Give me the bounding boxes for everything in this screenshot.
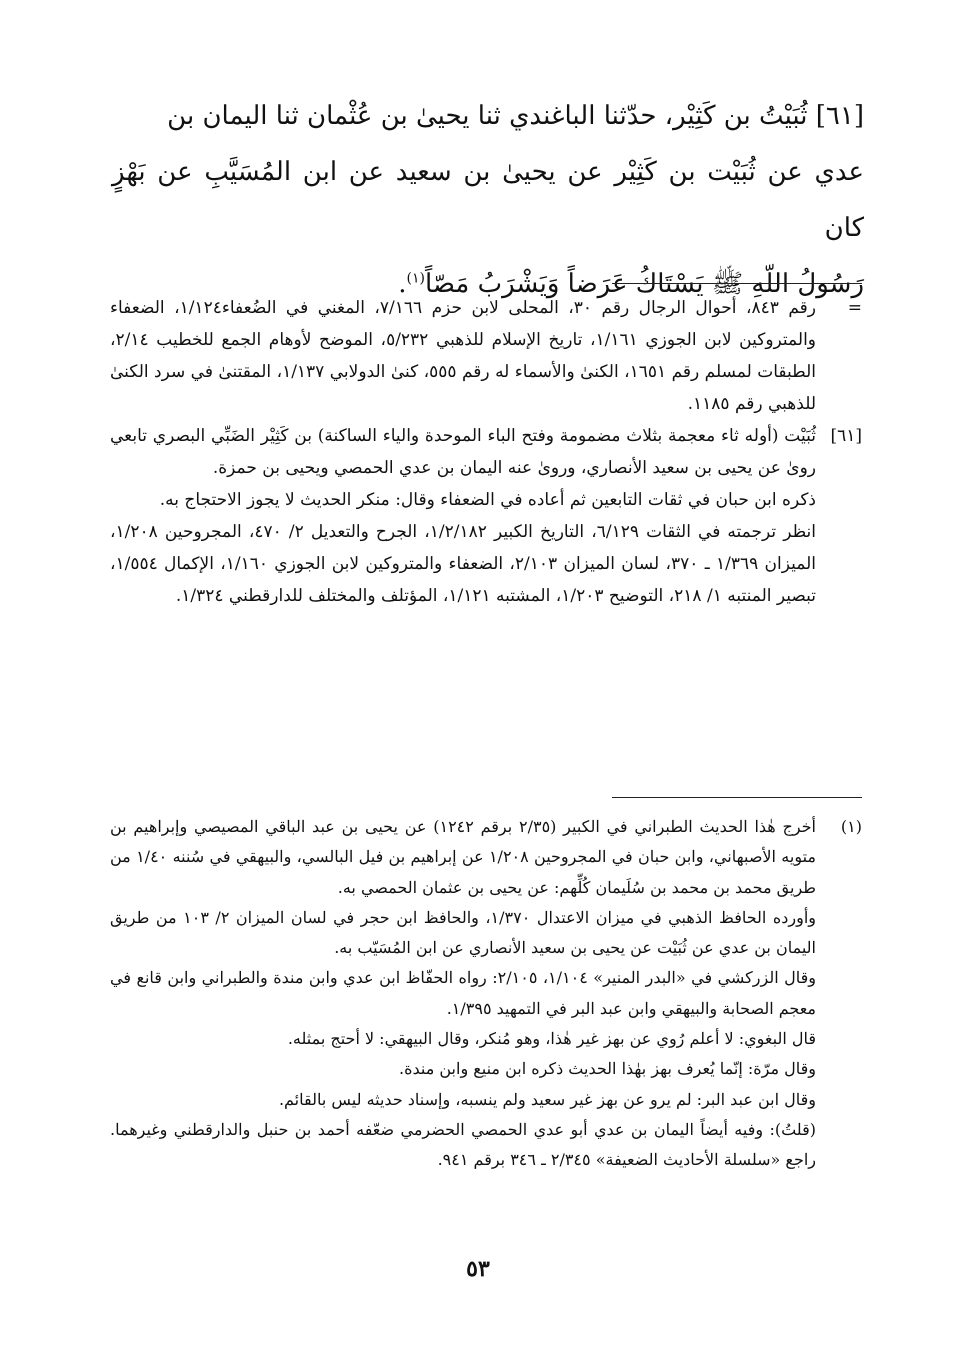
entry-paragraph-2: ذكره ابن حبان في ثقات التابعين ثم أعاده في الضعفاء وقال: منكر الحديث لا يجوز الاحتجاج به. [159, 490, 816, 510]
hadith-line-1: [٦١] ثُبَيْتُ بن كَثِيْر، حدّثنا الباغندي ثنا يحيىٰ بن عُثْمان ثنا اليمان بن [167, 101, 864, 131]
footnote-separator-rule [612, 797, 862, 798]
footnote-paragraph-4: قال البغوي: لا أعلم رُوي عن بهز غير هٰذا، وهو مُنكر، وقال البيهقي: لا أحتج بمثله. [287, 1029, 816, 1049]
page-number: ٥٣ [466, 1256, 490, 1282]
footnotes [110, 812, 862, 1176]
biography-continuation [110, 292, 862, 420]
entry-paragraph-1: ثُبَيْت (أوله ثاء معجمة بثلاث مضمومة وفتح الباء الموحدة والياء الساكنة) بن كَثِيْر الضَبِّي البصري تابعي روىٰ عن يحيى بن سعيد الأنصاري، وروىٰ عنه اليمان بن عدي الحمصي ويحيى بن حمزة. [110, 426, 816, 478]
entry-paragraph-3: انظر ترجمته في الثقات ٦/١٢٩، التاريخ الكبير ١/٢/١٨٢، الجرح والتعديل ٢/ ٤٧٠، المجروحين ١/٢٠٨، الميزان ١/٣٦٩ ـ ٣٧٠، لسان الميزان ٢/١٠٣، الضعفاء والمتروكين لابن الجوزي ١/١٦٠، الإكمال ١/٥٥٤، تبصير المنتبه ١/ ٢١٨، التوضيح ١/٢٠٣، المشتبه ١/١٢١، المؤتلف والمختلف للدارقطني ١/٣٢٤. [110, 522, 817, 606]
footnote-paragraph-2: وأورده الحافظ الذهبي في ميزان الاعتدال ١/٣٧٠، والحافظ ابن حجر في لسان الميزان ٢/ ١٠٣ من طريق اليمان بن عدي عن ثُبَيْت عن يحيى بن سعيد الأنصاري عن ابن المُسَيّب به. [110, 907, 817, 958]
footnote-paragraph-6: وقال ابن عبد البر: لم يرو عن بهز غير سعيد ولم ينسبه، وإسناد حديثه ليس بالقائم. [278, 1089, 816, 1109]
hadith-text [112, 88, 864, 312]
hadith-line-3-text: رَسُولُ اللّهِ ﷺ يَسْتَاكُ عَرَضاً وَيَشْرَبُ مَصّاً [424, 269, 864, 299]
continuation-marker: = [847, 298, 862, 318]
footnote-1 [110, 812, 862, 1176]
footnote-reference[interactable]: (١) [406, 270, 425, 287]
footnote-paragraph-3: وقال الزركشي في «البدر المنير» ١/١٠٤، ٢/١٠٥: رواه الحفّاظ ابن عدي وابن مندة والطبراني وابن قانع في معجم الصحابة والبيهقي وابن عبد البر في التمهيد ١/٣٩٥. [110, 968, 817, 1018]
biography-entry [110, 420, 862, 612]
hadith-line-2: عدي عن ثُبَيْت بن كَثِيْر عن يحيىٰ بن سعيد عن ابن المُسَيَّبِ عن بَهْزٍ كان [112, 157, 864, 243]
biography-notes [110, 292, 862, 612]
footnote-paragraph-7: (قلتُ): وفيه أيضاً اليمان بن عدي أبو عدي الحمصي الحضرمي ضعّفه أحمد بن حنبل والدارقطني وغيرهما. راجع «سلسلة الأحاديث الضعيفة» ٢/٣٤٥ ـ ٣٤٦ برقم ٩٤١. [110, 1119, 816, 1170]
separator-rule [612, 283, 862, 284]
footnote-marker: (١) [840, 817, 862, 836]
hadith-end-punct: . [398, 269, 407, 299]
continuation-text: رقم ٨٤٣، أحوال الرجال رقم ٣٠، المحلى لابن حزم ٧/١٦٦، المغني في الضُعفاء١/١٢٤، الضعفاء والمتروكين لابن الجوزي ١/١٦١، تاريخ الإسلام للذهبي ٥/٢٣٢، الموضح لأوهام الجمع للخطيب ٢/١٤، الطبقات لمسلم رقم ١٦٥١، الكنىٰ والأسماء له رقم ٥٥٥، كنىٰ الدولابي ١/١٣٧، المقتنىٰ في سرد الكنىٰ للذهبي رقم ١١٨٥. [110, 298, 816, 414]
entry-marker: [٦١] [830, 426, 862, 446]
footnote-paragraph-1: أخرج هٰذا الحديث الطبراني في الكبير (٢/٣٥ برقم ١٢٤٢) عن يحيى بن عبد الباقي المصيصي وإبراهيم بن متويه الأصبهاني، وابن حبان في المجروحين ١/٢٠٨ عن إبراهيم بن فيل البالسي، والبيهقي في سُننه ١/٤٠ من طريق محمد بن محمد بن سُلَيمان كُلِّهم: عن يحيى بن عثمان الحمصي به. [110, 817, 817, 897]
footnote-paragraph-5: وقال مرّة: إنّما يُعرف بهز بهٰذا الحديث ذكره ابن منيع وابن مندة. [399, 1059, 816, 1079]
